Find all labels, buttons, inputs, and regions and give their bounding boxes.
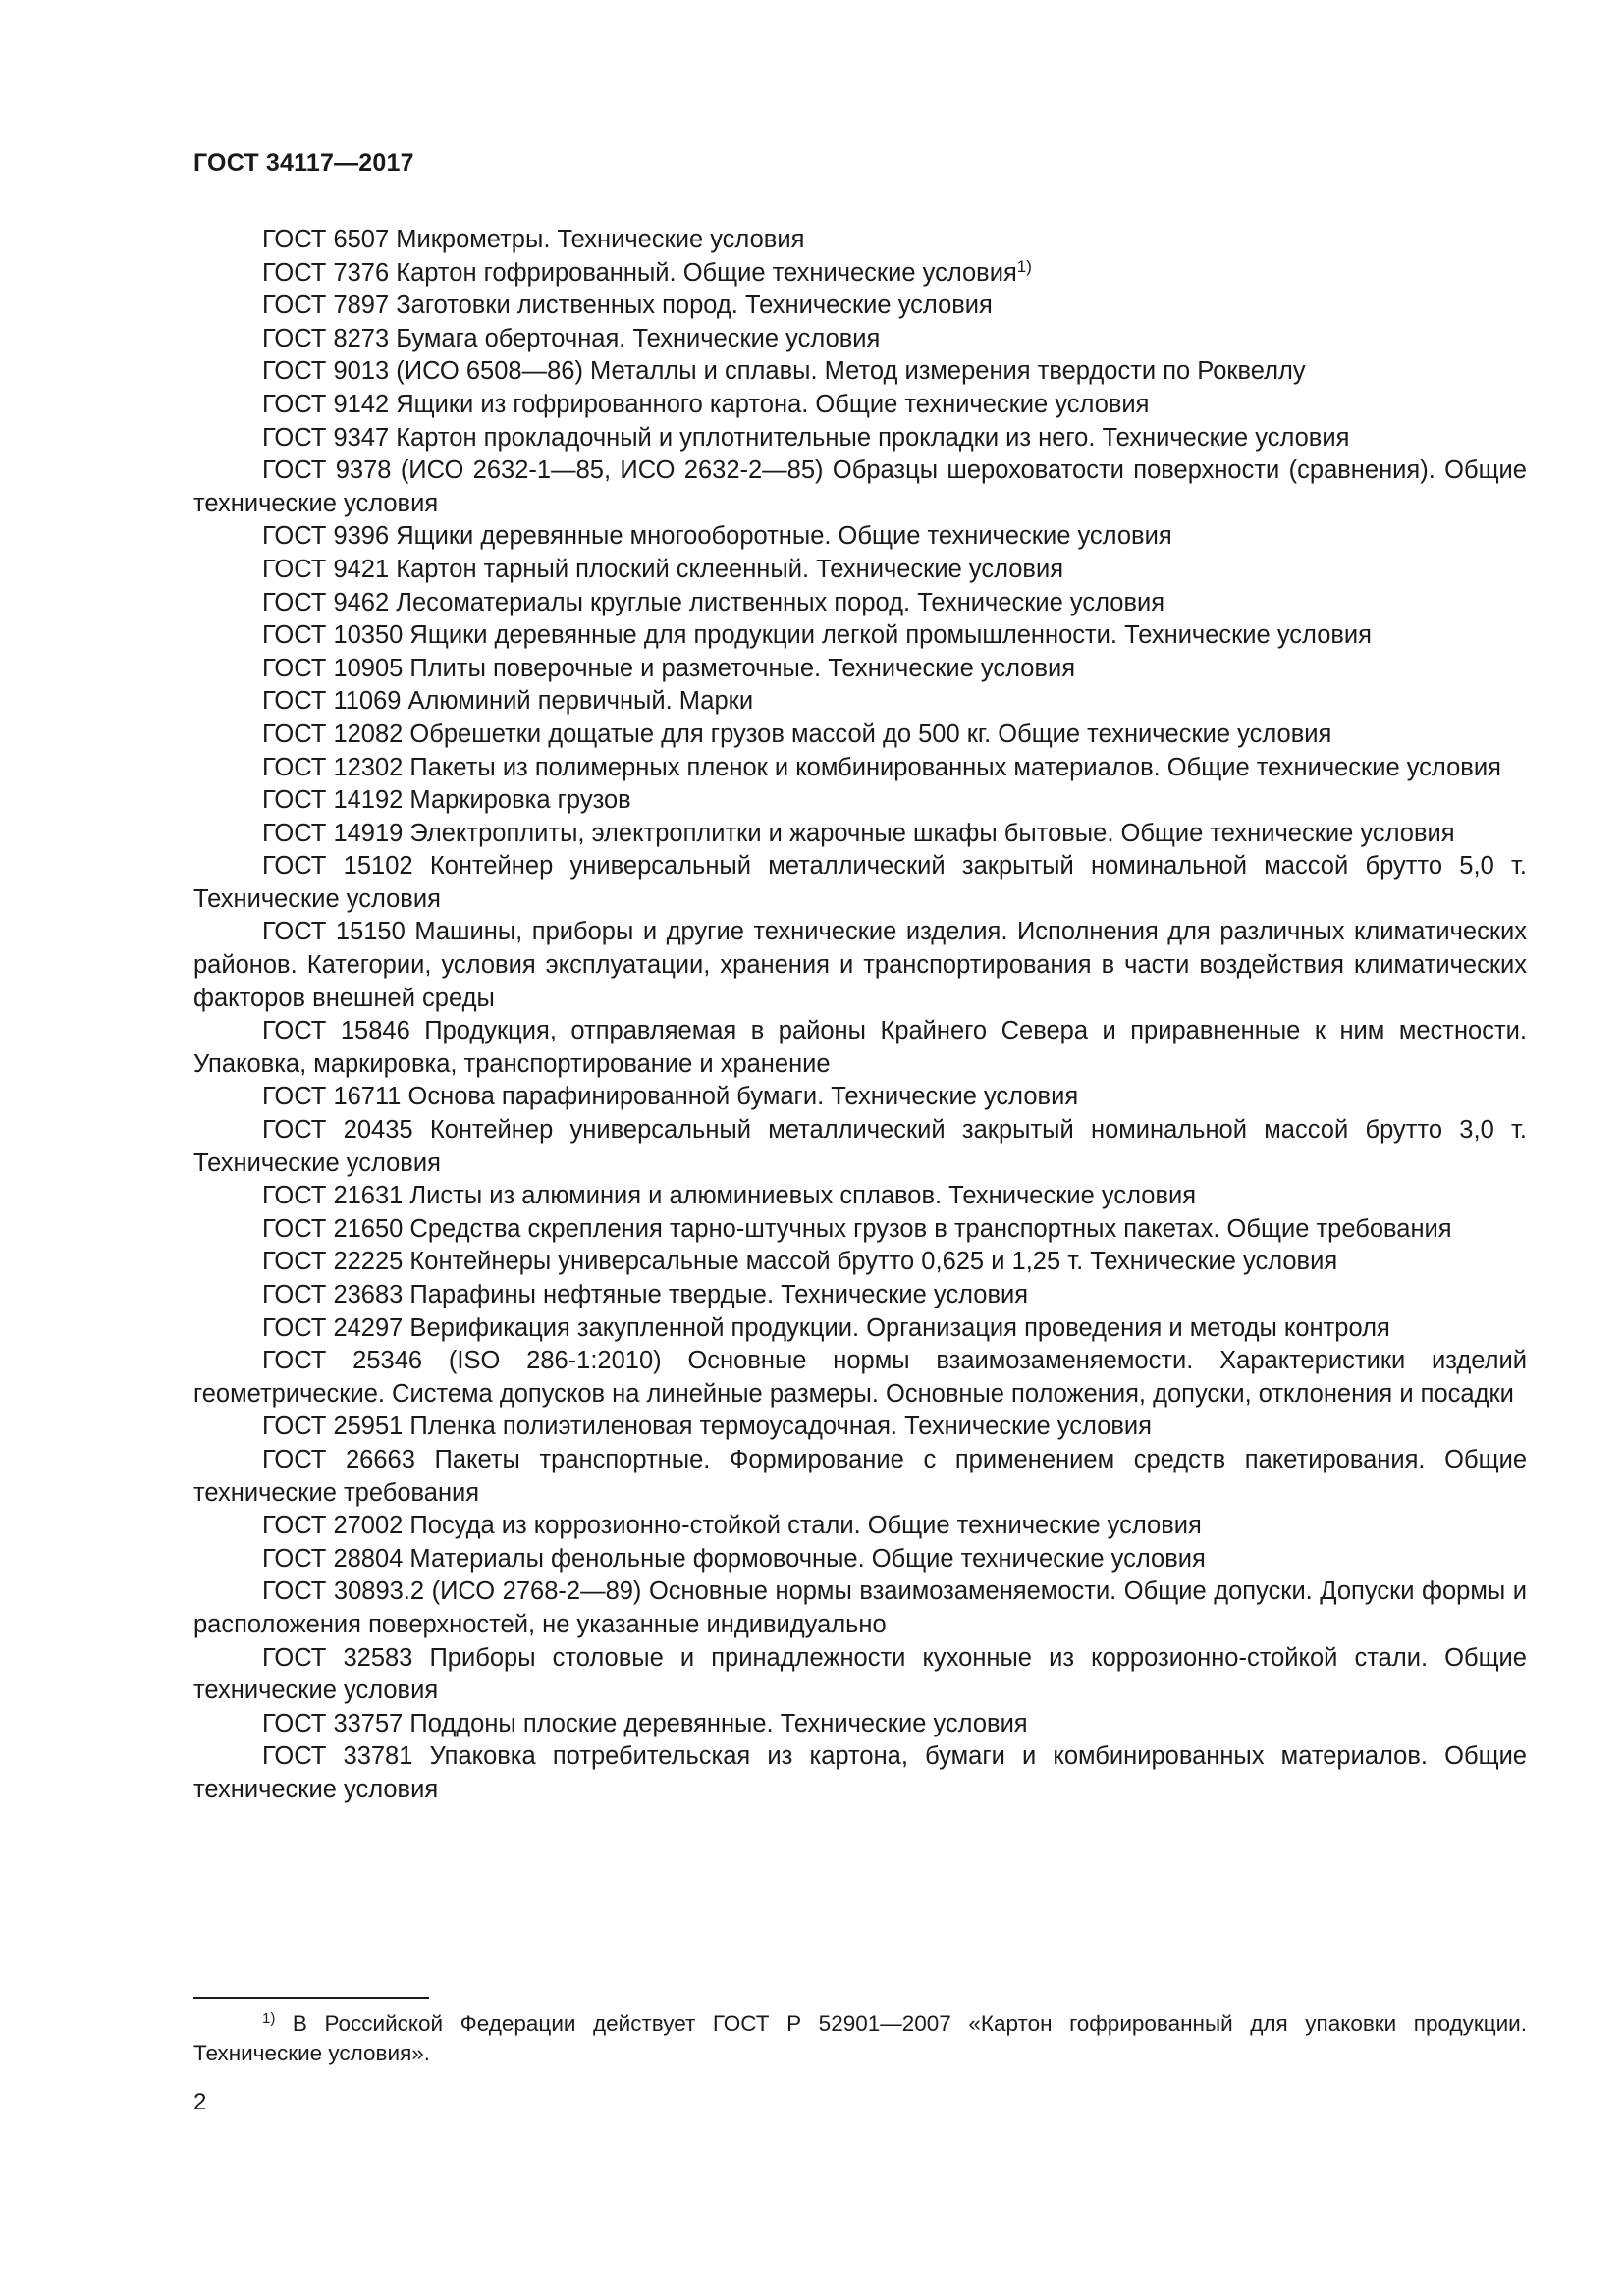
page-number: 2 — [193, 2089, 207, 2115]
reference-item: ГОСТ 9462 Лесоматериалы круглые лиственных пород. Технические условия — [262, 588, 1165, 616]
reference-item: ГОСТ 7376 Картон гофрированный. Общие технические условия$^{1)}$ — [262, 256, 1032, 287]
footnote-text: В Российской Федерации действует ГОСТ Р 52901—2007 «Картон гофрированный для упаковки продукции. Технические условия». — [193, 2011, 1527, 2065]
reference-item: ГОСТ 8273 Бумага оберточная. Технические условия — [262, 324, 881, 352]
reference-item: ГОСТ 14919 Электроплиты, электроплитки и жарочные шкафы бытовые. Общие технические условия — [262, 819, 1455, 847]
reference-item: ГОСТ 15846 Продукция, отправляемая в районы Крайнего Севера и приравненные к ним местности. Упаковка, маркировка, транспортирование и хранение — [193, 1017, 1527, 1078]
reference-item: ГОСТ 15150 Машины, приборы и другие технические изделия. Исполнения для различных климатических районов. Категории, условия эксплуатации, хранения и транспортирования в части воздействия климатических факторов внешней среды — [193, 918, 1527, 1012]
reference-item: ГОСТ 33757 Поддоны плоские деревянные. Технические условия — [262, 1709, 1028, 1737]
reference-item: ГОСТ 33781 Упаковка потребительская из картона, бумаги и комбинированных материалов. Общие технические условия — [193, 1742, 1527, 1803]
reference-item: ГОСТ 9142 Ящики из гофрированного картона. Общие технические условия — [262, 390, 1150, 418]
reference-item: ГОСТ 22225 Контейнеры универсальные массой брутто 0,625 и 1,25 т. Технические условия — [262, 1248, 1338, 1276]
reference-item: ГОСТ 25951 Пленка полиэтиленовая термоусадочная. Технические условия — [262, 1413, 1152, 1441]
reference-item: ГОСТ 6507 Микрометры. Технические условия — [262, 226, 805, 253]
reference-item: ГОСТ 30893.2 (ИСО 2768-2—89) Основные нормы взаимозаменяемости. Общие допуски. Допуски формы и расположения поверхностей, не указанные индивидуально — [193, 1577, 1527, 1638]
footnote — [193, 2009, 1527, 2068]
reference-item: ГОСТ 9347 Картон прокладочный и уплотнительные прокладки из него. Технические условия — [262, 423, 1350, 452]
reference-item: ГОСТ 16711 Основа парафинированной бумаги. Технические условия — [262, 1083, 1079, 1111]
reference-item: ГОСТ 27002 Посуда из коррозионно-стойкой стали. Общие технические условия — [262, 1512, 1202, 1540]
reference-item: ГОСТ 11069 Алюминий первичный. Марки — [262, 687, 754, 716]
reference-item: ГОСТ 15102 Контейнер универсальный металлический закрытый номинальной массой брутто 5,0 т. Технические условия — [193, 852, 1527, 913]
reference-item: ГОСТ 10905 Плиты поверочные и разметочные. Технические условия — [262, 654, 1076, 682]
reference-item: ГОСТ 10350 Ящики деревянные для продукции легкой промышленности. Технические условия — [262, 621, 1372, 650]
reference-item: ГОСТ 9013 (ИСО 6508—86) Металлы и сплавы. Метод измерения твердости по Роквеллу — [262, 357, 1306, 386]
reference-item: ГОСТ 21650 Средства скрепления тарно-штучных грузов в транспортных пакетах. Общие требования — [262, 1214, 1452, 1243]
reference-item: ГОСТ 9421 Картон тарный плоский склеенный. Технические условия — [262, 555, 1064, 583]
reference-item: ГОСТ 28804 Материалы фенольные формовочные. Общие технические условия — [262, 1544, 1206, 1573]
reference-item: ГОСТ 7897 Заготовки лиственных пород. Технические условия — [262, 292, 993, 320]
normative-references-list — [193, 224, 1527, 1807]
reference-item: ГОСТ 25346 (ISO 286-1:2010) Основные нормы взаимозаменяемости. Характеристики изделий геометрические. Система допусков на линейные размеры. Основные положения, допуски, отклонения и посадки — [193, 1347, 1527, 1408]
reference-item: ГОСТ 21631 Листы из алюминия и алюминиевых сплавов. Технические условия — [262, 1182, 1197, 1210]
footnote-marker: 1) — [1016, 256, 1032, 276]
reference-item: ГОСТ 32583 Приборы столовые и принадлежности кухонные из коррозионно-стойкой стали. Общие технические условия — [193, 1643, 1527, 1705]
reference-item: ГОСТ 12302 Пакеты из полимерных пленок и комбинированных материалов. Общие технические условия — [262, 753, 1501, 781]
document-code-header: ГОСТ 34117—2017 — [193, 149, 414, 177]
footnote-number: 1) — [262, 2010, 276, 2027]
reference-item: ГОСТ 24297 Верификация закупленной продукции. Организация проведения и методы контроля — [262, 1313, 1390, 1342]
reference-item: ГОСТ 9378 (ИСО 2632-1—85, ИСО 2632-2—85) Образцы шероховатости поверхности (сравнения). Общие технические условия — [193, 456, 1527, 517]
reference-item: ГОСТ 12082 Обрешетки дощатые для грузов массой до 500 кг. Общие технические условия — [262, 720, 1332, 748]
reference-item: ГОСТ 26663 Пакеты транспортные. Формирование с применением средств пакетирования. Общие технические требования — [193, 1445, 1527, 1507]
reference-item: ГОСТ 14192 Маркировка грузов — [262, 786, 631, 815]
reference-item: ГОСТ 20435 Контейнер универсальный металлический закрытый номинальной массой брутто 3,0 т. Технические условия — [193, 1116, 1527, 1177]
reference-item: ГОСТ 23683 Парафины нефтяные твердые. Технические условия — [262, 1281, 1029, 1308]
footnote-separator — [193, 1997, 429, 1999]
reference-item: ГОСТ 9396 Ящики деревянные многооборотные. Общие технические условия — [262, 522, 1172, 551]
